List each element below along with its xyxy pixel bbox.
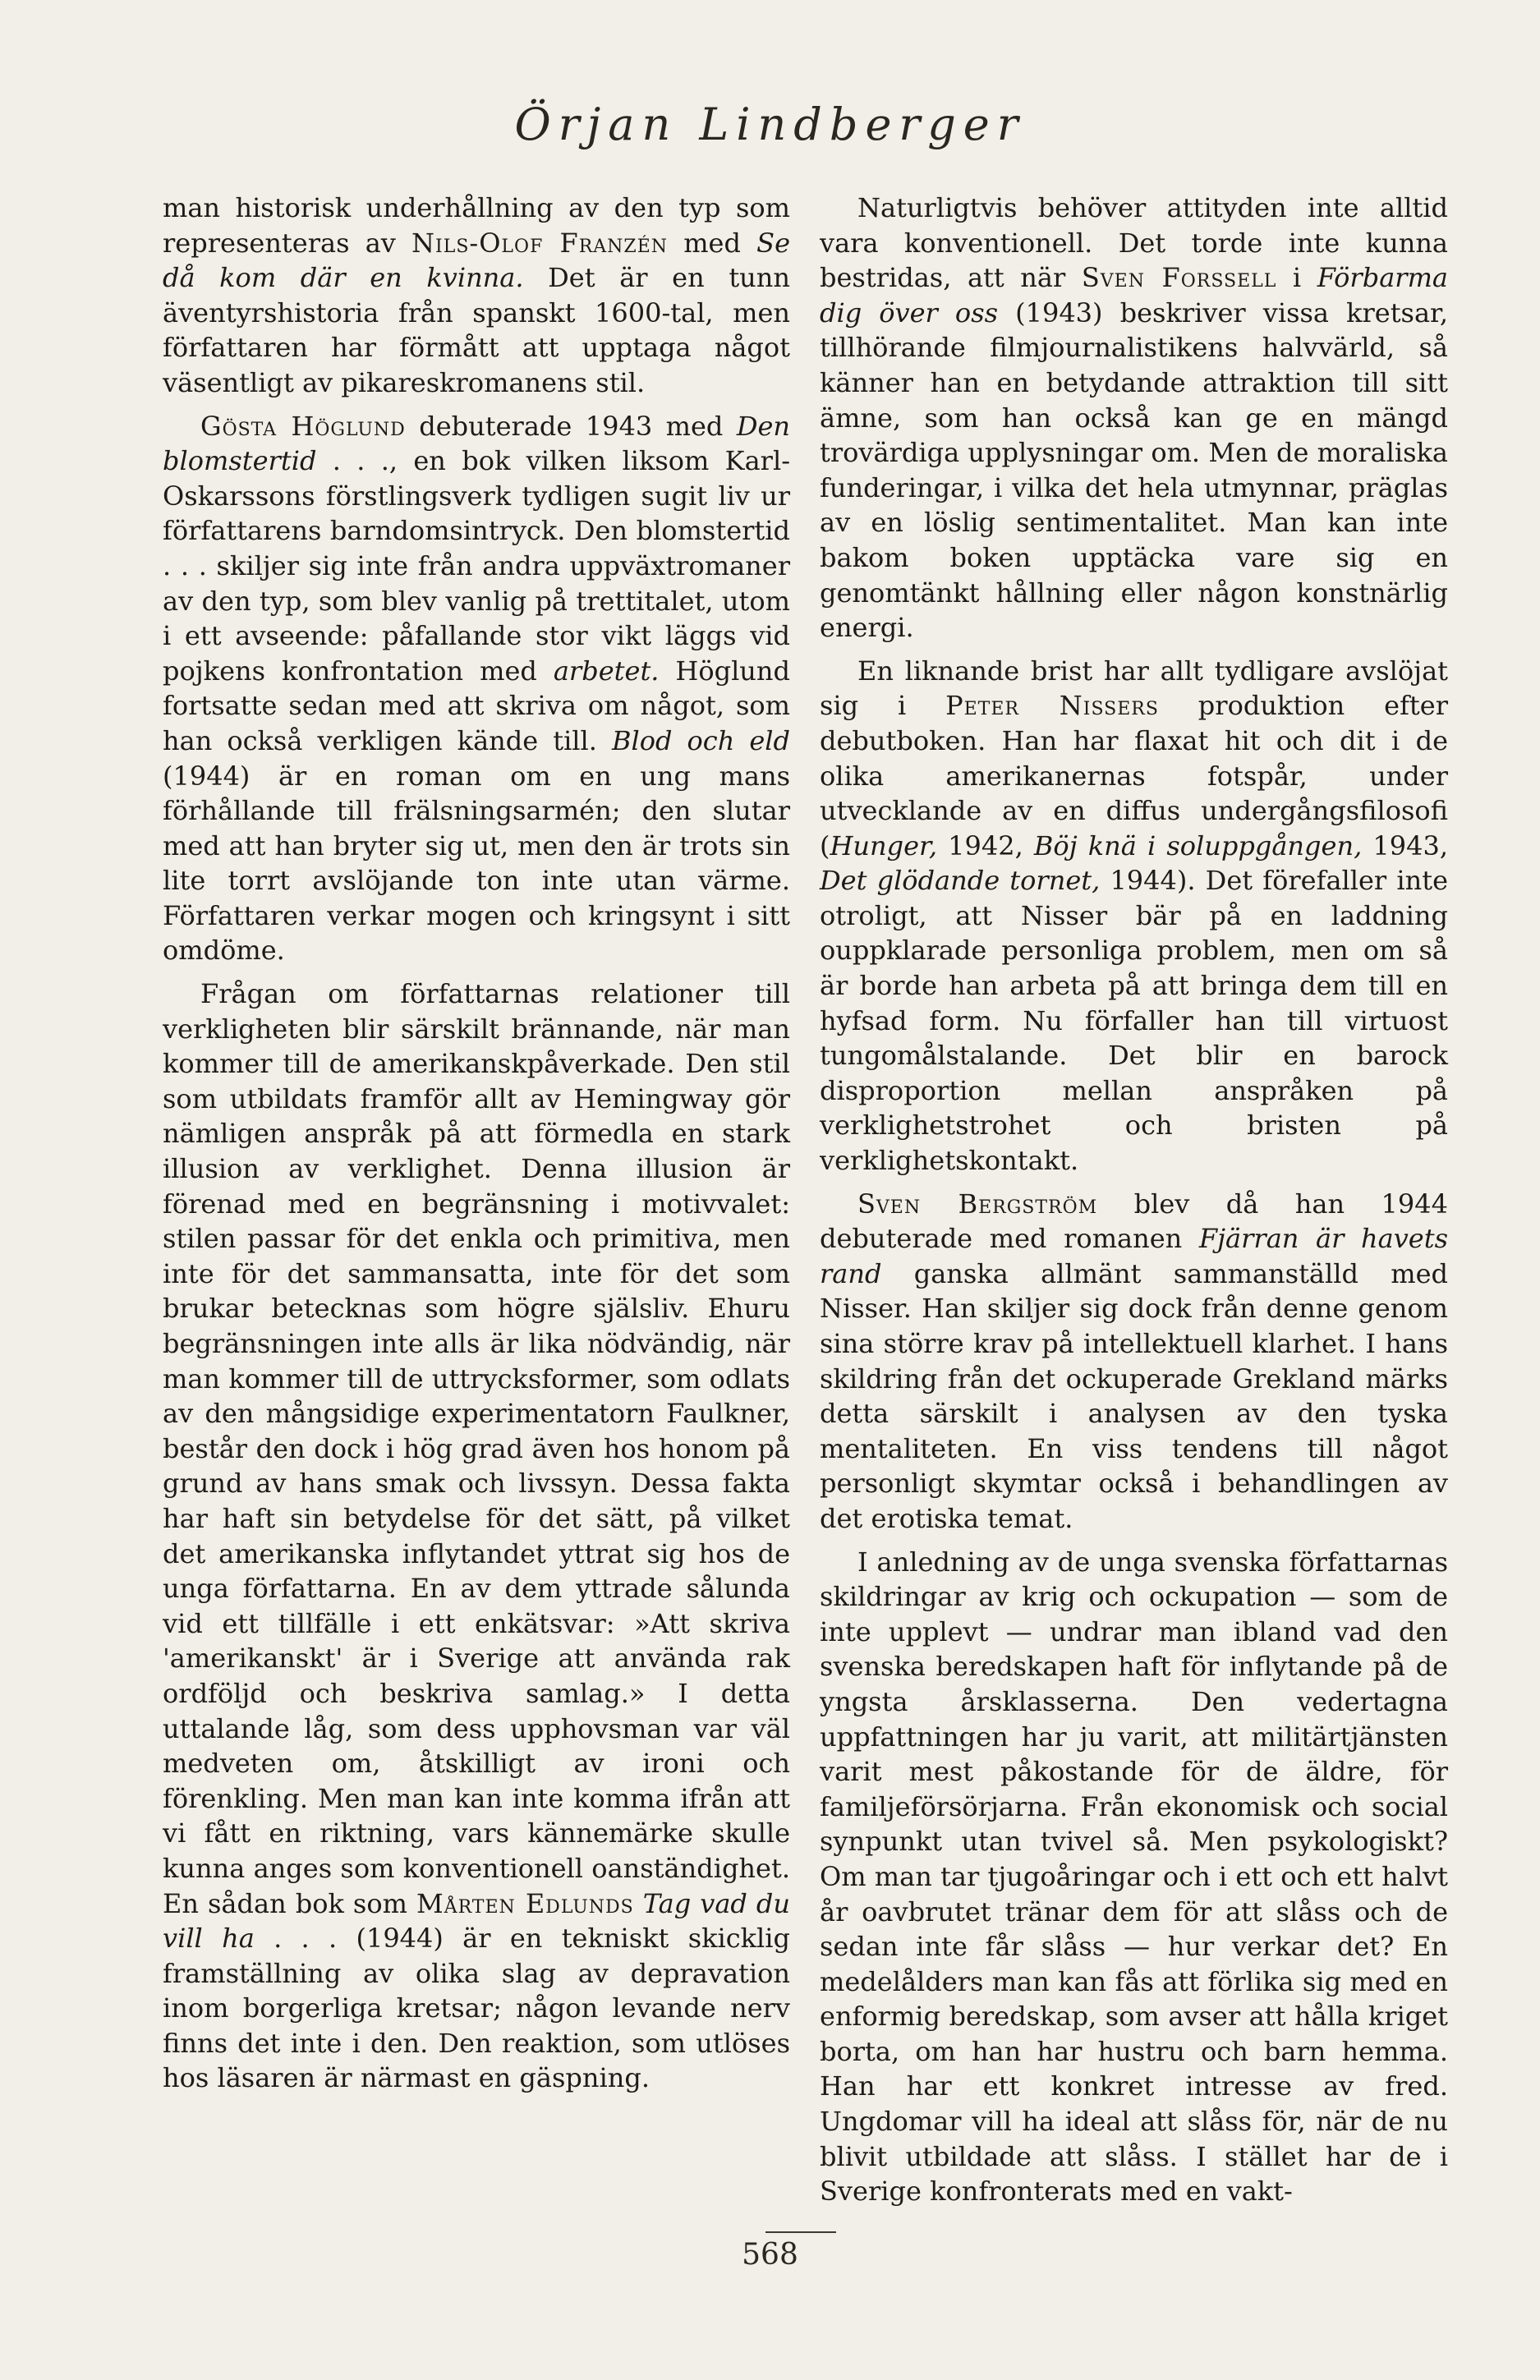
author-name: Peter Nissers — [945, 690, 1159, 722]
book-title: Det glödande tornet, — [820, 865, 1101, 897]
book-title: Blod och eld — [611, 724, 791, 756]
text-run: ganska allmänt sammanställd med Nisser. Han skiljer sig dock från denne genom sina större krav på intellektuell klarhet. I hans skildring från det ockuperade Grekland märks detta särskilt i analysen av den tyska mentaliteten. En viss tendens till något personligt skymtar också i behandlingen av det erotiska temat. — [820, 1257, 1448, 1534]
paragraph — [163, 191, 790, 401]
author-name: Gösta Höglund — [200, 410, 406, 442]
footer-rule — [765, 2231, 836, 2233]
text-run: I anledning av de unga svenska författarnas skildringar av krig och ockupation — som de inte upplevt — undrar man ibland vad den svenska beredskapen haft för inflytande på de yngsta årsklasserna. Den vedertagna uppfattningen har ju varit, att militärtjänsten varit mest påkostande för de äldre, för familjeförsörjarna. Från ekonomisk och social synpunkt utan tvivel så. Men psykologiskt? Om man tar tjugoåringar och i ett och ett halvt år oavbrutet tränar dem för att slåss och de sedan inte får slåss — hur verkar det? En medelålders man kan fås att förlika sig med en enformig beredskap, som avser att hålla kriget borta, om han har hustru och barn hemma. Han har ett konkret intresse av fred. Ungdomar vill ha ideal att slåss för, när de nu blivit utbildade att slåss. I stället har de i Sverige konfronterats med en vakt- — [820, 1546, 1448, 2208]
text-run: . . ., en bok vilken liksom Karl-Oskarssons förstlingsverk tydligen sugit liv ur författarens barndomsintryck. Den blomstertid . . . skiljer sig inte från andra uppväxtromaner av den typ, som blev vanlig på trettitalet, utom i ett avseende: påfallande stor vikt läggs vid pojkens konfrontation med — [163, 445, 790, 687]
text-run: 1942, — [936, 829, 1034, 861]
book-title: Fjärran är havets rand — [820, 1223, 1449, 1289]
text-run: 1944). Det förefaller inte otroligt, att Nisser bär på en laddning ouppklarade personliga problem, men om så är borde han arbeta på att bringa dem till en hyfsad form. Nu förfaller han till virtuost tungomålstalande. Det blir en barock disproportion mellan anspråken på verklighetstrohet och bristen på verklighetskontakt. — [820, 865, 1449, 1177]
text-run: Naturligtvis behöver attityden inte alltid vara konventionell. Det torde inte kunna bestridas, att när — [820, 192, 1448, 294]
author-name: Mårten Edlunds — [416, 1887, 634, 1919]
left-column — [163, 191, 790, 2096]
text-run: produktion efter debutboken. Han har flaxat hit och dit i de olika amerikanernas fotspår, under utvecklande av en diffus undergångsfilosofi ( — [820, 690, 1448, 861]
author-name: Sven Forssell — [1081, 262, 1277, 294]
text-run: i — [1276, 262, 1317, 294]
book-title: Tag vad du vill ha — [163, 1887, 791, 1955]
book-title: Böj knä i soluppgången, — [1033, 829, 1363, 861]
paragraph — [820, 1545, 1448, 2209]
right-column — [820, 191, 1448, 2209]
text-run: En liknande brist har allt tydligare avslöjat sig i — [820, 655, 1448, 722]
paragraph — [820, 654, 1448, 1179]
text-run — [634, 1888, 643, 1919]
text-run: (1943) beskriver vissa kretsar, tillhörande filmjournalistikens halvvärld, så känner han en betydande attraktion till sitt ämne, som han också kan ge en mängd trovärdiga upplysningar om. Men de moraliska funderingar, i vilka det hela utmynnar, präglas av en löslig sentimentalitet. Man kan inte bakom boken upptäcka vare sig en genomtänkt hållning eller någon konstnärlig energi. — [820, 296, 1449, 644]
book-title: Se då kom där en kvinna. — [163, 227, 790, 294]
text-run: 1943, — [1362, 829, 1449, 861]
author-name: Nils-Olof Franzén — [411, 227, 669, 259]
text-run: debuterade 1943 med — [405, 410, 737, 442]
paragraph — [820, 191, 1448, 646]
paragraph — [163, 409, 790, 969]
text-run: Höglund fortsatte sedan med att skriva om något, som han också verkligen kände till. — [163, 655, 791, 756]
text-run: man historisk underhållning av den typ som representeras av — [163, 192, 790, 259]
page-number: 568 — [742, 2238, 798, 2272]
book-title: arbetet. — [553, 655, 660, 687]
book-title: Förbarma dig över oss — [820, 262, 1448, 329]
text-run: . . . (1944) är en tekniskt skicklig framställning av olika slag av depravation inom borgerliga kretsar; någon levande nerv finns det inte i den. Den reaktion, som utlöses hos läsaren är närmast en gäspning. — [163, 1923, 790, 2094]
paragraph — [163, 976, 790, 2096]
text-run: Det är en tunn äventyrshistoria från spanskt 1600-tal, men författaren har förmått att upptaga något väsentligt av pikareskromanens stil. — [163, 262, 791, 398]
paragraph — [820, 1187, 1448, 1537]
book-title: Hunger, — [830, 829, 937, 861]
text-run: (1944) är en roman om en ung mans förhållande till frälsningsarmén; den slutar med att han bryter sig ut, men den är trots sin lite torrt avslöjande ton inte utan värme. Författaren verkar mogen och kringsynt i sitt omdöme. — [163, 760, 790, 967]
text-run: blev då han 1944 debuterade med romanen — [820, 1188, 1448, 1255]
text-run: med — [668, 227, 757, 259]
text-run: Frågan om författarnas relationer till verkligheten blir särskilt brännande, när man kommer till de amerikanskpåverkade. Den stil som utbildats framför allt av Hemingway gör nämligen anspråk på att förmedla en stark illusion av verklighet. Denna illusion är förenad med en begränsning i motivvalet: stilen passar för det enkla och primitiva, men inte för det sammansatta, inte för det som brukar betecknas som högre själsliv. Ehuru begränsningen inte alls är lika nödvändig, när man kommer till de uttrycksformer, som odlats av den mångsidige experimentatorn Faulkner, består den dock i hög grad även hos honom på grund av hans smak och livssyn. Dessa fakta har haft sin betydelse för det sätt, på vilket det amerikanska inflytandet yttrat sig hos de unga författarna. En av dem yttrade sålunda vid ett tillfälle i ett enkätsvar: »Att skriva 'amerikanskt' är i Sverige att använda rak ordföljd och beskriva samlag.» I detta uttalande låg, som dess upphovsman var väl medveten om, åtskilligt av ironi och förenkling. Men man kan inte komma ifrån att vi fått en riktning, vars kännemärke skulle kunna anges som konventionell oanständighet. En sådan bok som — [163, 978, 790, 1919]
author-name: Sven Bergström — [857, 1188, 1098, 1220]
book-title: Den blomstertid — [163, 410, 791, 477]
running-head-author: Örjan Lindberger — [514, 99, 1026, 150]
